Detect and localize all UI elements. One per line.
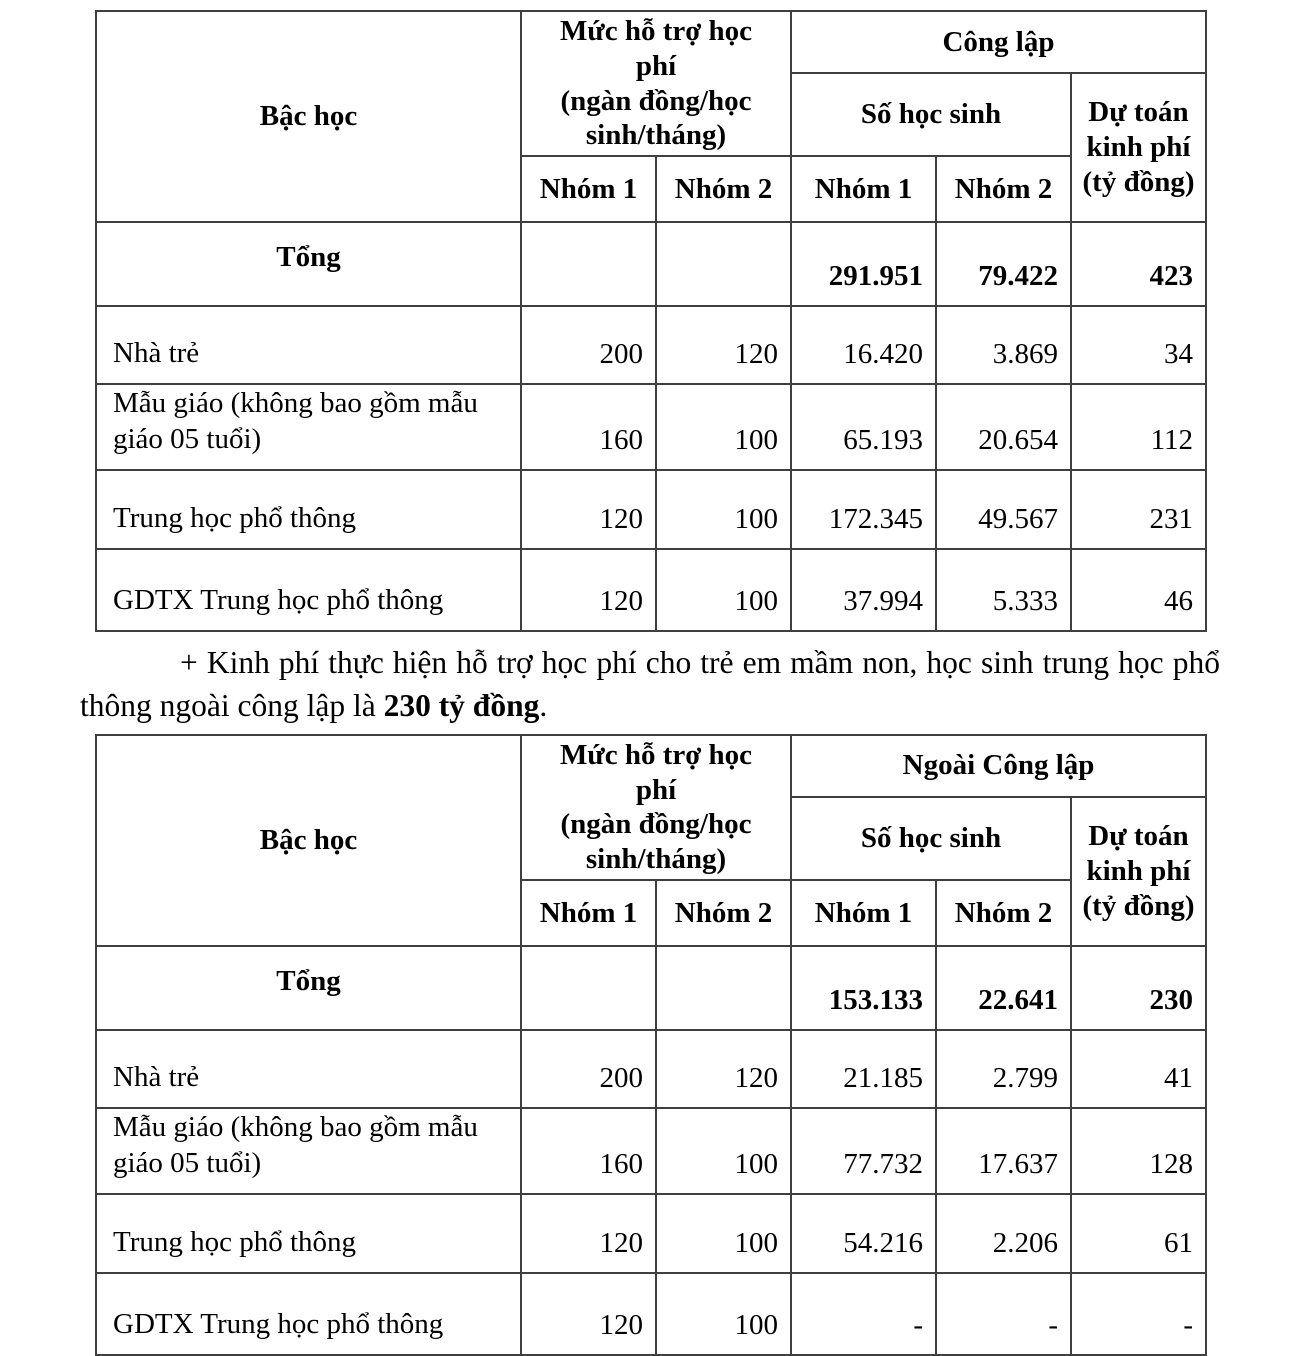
cell-total-support-2 [656,946,791,1030]
cell-students-2: 20.654 [936,384,1071,470]
cell-support-2: 100 [656,1273,791,1355]
header-du-toan-text: Dự toán kinh phí (tỷ đồng) [1082,820,1195,922]
cell-support-1: 160 [521,384,656,470]
cell-total-students-2: 22.641 [936,946,1071,1030]
header-students-nhom-2: Nhóm 2 [936,880,1071,946]
table-row-gdtx [96,549,1206,631]
cell-students-1: 37.994 [791,549,936,631]
table-row-nha-tre [96,306,1206,384]
cell-students-1: 172.345 [791,470,936,549]
funding-note-text: + Kinh phí thực hiện hỗ trợ học phí cho trẻ em mầm non, học sinh trung học phổ thông ngoài công lập là [80,645,1220,724]
cell-total-support-1 [521,222,656,306]
cell-budget: - [1071,1273,1206,1355]
cell-total-students-2: 79.422 [936,222,1071,306]
cell-row-label: GDTX Trung học phổ thông [96,549,521,631]
table-cong-lap [95,10,1207,632]
cell-support-2: 100 [656,384,791,470]
cell-budget: 41 [1071,1030,1206,1108]
cell-budget: 112 [1071,384,1206,470]
header-bac-hoc: Bậc học [96,735,521,946]
cell-support-1: 120 [521,1273,656,1355]
cell-students-2: 2.206 [936,1194,1071,1273]
header-students-nhom-1: Nhóm 1 [791,880,936,946]
cell-students-1: 16.420 [791,306,936,384]
funding-note-paragraph [80,642,1220,728]
table-row-thpt [96,470,1206,549]
header-muc-ho-tro-title: Mức hỗ trợ học phí [559,738,753,806]
table-cong-lap-header [96,11,1206,222]
header-muc-ho-tro-title: Mức hỗ trợ học phí [559,15,753,82]
cell-students-1: - [791,1273,936,1355]
cell-total-budget: 230 [1071,946,1206,1030]
cell-row-label: Mẫu giáo (không bao gồm mẫu giáo 05 tuổi) [96,1108,521,1194]
cell-support-1: 120 [521,470,656,549]
cell-budget: 231 [1071,470,1206,549]
cell-students-2: 3.869 [936,306,1071,384]
cell-budget: 128 [1071,1108,1206,1194]
header-du-toan-text: Dự toán kinh phí (tỷ đồng) [1082,96,1195,198]
header-sector-ngoai-cong-lap: Ngoài Công lập [791,735,1206,797]
cell-support-2: 100 [656,1108,791,1194]
funding-note-amount: 230 tỷ đồng [383,688,540,724]
header-support-nhom-1: Nhóm 1 [521,880,656,946]
header-so-hoc-sinh: Số học sinh [791,797,1071,880]
header-support-nhom-1: Nhóm 1 [521,156,656,222]
cell-row-label: Mẫu giáo (không bao gồm mẫu giáo 05 tuổi) [96,384,521,470]
cell-support-1: 200 [521,306,656,384]
header-sector-cong-lap: Công lập [791,11,1206,73]
header-support-nhom-2: Nhóm 2 [656,156,791,222]
cell-row-label: Nhà trẻ [96,1030,521,1108]
cell-support-2: 100 [656,1194,791,1273]
header-du-toan [1071,73,1206,222]
cell-total-students-1: 291.951 [791,222,936,306]
cell-students-1: 65.193 [791,384,936,470]
table-ngoai-cong-lap [95,734,1207,1356]
header-muc-ho-tro [521,735,791,880]
cell-total-students-1: 153.133 [791,946,936,1030]
cell-students-1: 77.732 [791,1108,936,1194]
cell-support-1: 160 [521,1108,656,1194]
header-support-nhom-2: Nhóm 2 [656,880,791,946]
header-row-1 [96,735,1206,797]
cell-students-2: 17.637 [936,1108,1071,1194]
cell-total-label: Tổng [96,946,521,1030]
cell-support-1: 120 [521,1194,656,1273]
cell-students-1: 21.185 [791,1030,936,1108]
table-row-mau-giao [96,384,1206,470]
cell-total-support-2 [656,222,791,306]
table-ngoai-cong-lap-body [96,946,1206,1355]
header-so-hoc-sinh: Số học sinh [791,73,1071,156]
cell-students-2: 2.799 [936,1030,1071,1108]
header-muc-ho-tro-unit: (ngàn đồng/học sinh/tháng) [560,808,752,876]
header-row-1 [96,11,1206,73]
funding-note-period: . [539,688,548,724]
header-students-nhom-2: Nhóm 2 [936,156,1071,222]
cell-total-label: Tổng [96,222,521,306]
cell-budget: 61 [1071,1194,1206,1273]
cell-support-1: 120 [521,549,656,631]
cell-students-2: 49.567 [936,470,1071,549]
table-row-nha-tre [96,1030,1206,1108]
table-cong-lap-body [96,222,1206,631]
cell-total-budget: 423 [1071,222,1206,306]
table-row-thpt [96,1194,1206,1273]
cell-budget: 34 [1071,306,1206,384]
cell-students-1: 54.216 [791,1194,936,1273]
header-students-nhom-1: Nhóm 1 [791,156,936,222]
cell-total-support-1 [521,946,656,1030]
cell-row-label: Trung học phổ thông [96,1194,521,1273]
cell-support-2: 120 [656,306,791,384]
cell-row-label: GDTX Trung học phổ thông [96,1273,521,1355]
header-muc-ho-tro [521,11,791,156]
cell-students-2: 5.333 [936,549,1071,631]
table-row-total [96,946,1206,1030]
table-row-total [96,222,1206,306]
cell-support-2: 120 [656,1030,791,1108]
table-ngoai-cong-lap-header [96,735,1206,946]
cell-row-label: Nhà trẻ [96,306,521,384]
cell-row-label: Trung học phổ thông [96,470,521,549]
table-row-gdtx [96,1273,1206,1355]
cell-support-2: 100 [656,549,791,631]
cell-students-2: - [936,1273,1071,1355]
header-bac-hoc: Bậc học [96,11,521,222]
cell-budget: 46 [1071,549,1206,631]
cell-support-2: 100 [656,470,791,549]
table-row-mau-giao [96,1108,1206,1194]
header-du-toan [1071,797,1206,946]
header-muc-ho-tro-unit: (ngàn đồng/học sinh/tháng) [560,84,752,152]
cell-support-1: 200 [521,1030,656,1108]
